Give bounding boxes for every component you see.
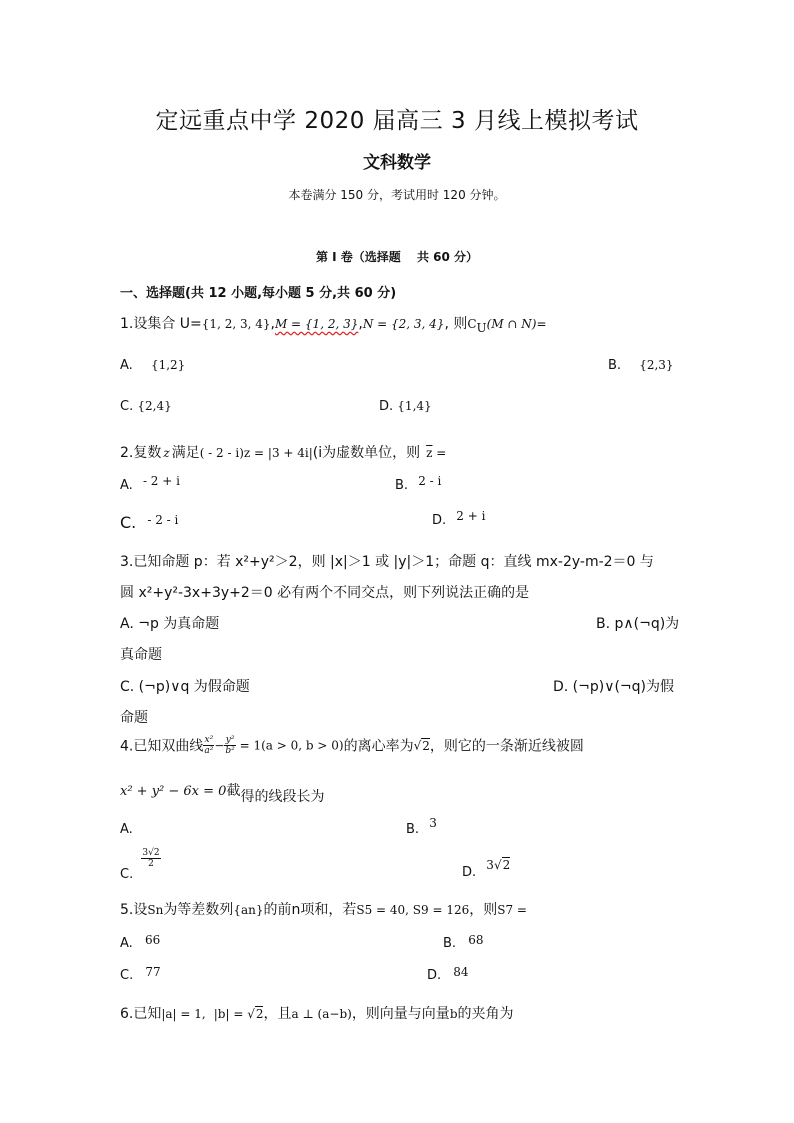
q4-frac-x-num: x² [204, 735, 214, 745]
q5-s7: S7 = [497, 903, 527, 917]
q1-option-b-label: B. [608, 358, 622, 373]
exam-note: 本卷满分 150 分，考试用时 120 分钟。 [288, 188, 506, 202]
q1-option-a-value: {1,2} [150, 358, 186, 372]
q6-b-vector: b [449, 1007, 458, 1021]
q4-tail2-a: 截 [226, 783, 241, 799]
q5-tail: ，则 [469, 902, 498, 918]
q4-tail2-b: 得的线段长为 [240, 789, 325, 805]
q2-option-a-value: - 2 + i [142, 474, 180, 488]
q4-ecc-text: 的离心率为 [343, 738, 414, 755]
question-1 [120, 313, 547, 335]
q3-line-2: 圆 x²+y²-3x+3y+2＝0 必有两个不同交点，则下列说法正确的是 [120, 585, 530, 601]
question-4-line-1: 4.已知双曲线 $\frac{\text{x²}}{\text{a²}}$ − $\frac{\text{y²}}{\text{b²}}$ = 1(a > 0, b > 0)的离心率为√2，则它的一条渐近线被圆 [120, 735, 584, 756]
q4-option-d-value: 3√2 [486, 858, 511, 872]
q1-option-b-value: {2,3} [639, 358, 674, 372]
q4-option-c [120, 848, 161, 882]
q1-option-c-value: {2,4} [137, 399, 172, 413]
q4-option-b [406, 816, 437, 837]
q2-option-b [395, 474, 442, 493]
q2-option-c-label: C. [120, 513, 137, 532]
q2-option-b-value: 2 - i [418, 474, 442, 488]
q6-b-radicand: 2 [255, 1007, 264, 1021]
q6-prefix: 6.已知 [120, 1006, 162, 1022]
q4-condition: = 1(a > 0, b > 0) [235, 738, 344, 753]
q5-an: {an} [233, 903, 264, 917]
q4-minus: − [214, 738, 225, 753]
q1-set-n: N = {2, 3, 4} [362, 317, 445, 331]
q6-b-norm: |b| = [213, 1007, 248, 1021]
q1-option-c-label: C. [120, 399, 134, 414]
q1-option-d-label: D. [379, 399, 394, 414]
q4-option-d [462, 858, 511, 880]
q4-option-c-den: 2 [148, 859, 154, 869]
q4-option-c-num: 3√2 [142, 848, 160, 858]
q5-mid: 为等差数列 [163, 902, 234, 918]
q6-end: 的夹角为 [457, 1006, 514, 1022]
q6-mid: ，且 [263, 1006, 292, 1022]
q3-option-b-wrap: 真命题 [120, 647, 162, 663]
q4-tail: ，则它的一条渐近线被圆 [429, 738, 584, 755]
q1-option-d-value: {1,4} [397, 399, 432, 413]
q5-option-b-label: B. [443, 936, 457, 951]
q5-option-a-value: 66 [144, 933, 161, 947]
q2-option-c-value: - 2 - i [147, 513, 179, 527]
exam-title: 定远重点中学 2020 届高三 3 月线上模拟考试 [155, 108, 639, 134]
q2-option-b-label: B. [395, 478, 409, 493]
q5-option-d [427, 965, 469, 983]
q1-option-c [120, 399, 172, 414]
q4-option-d-coef: 3 [486, 858, 494, 872]
part-heading: 第 I 卷（选择题 共 60 分） [315, 250, 479, 264]
q2-option-a [120, 474, 180, 493]
q5-option-d-value: 84 [453, 965, 469, 979]
q2-option-d-label: D. [432, 513, 447, 528]
q2-z: z [163, 446, 170, 460]
q1-option-a-label: A. [120, 358, 133, 373]
q2-zbar: $\overline{z}$ [426, 446, 433, 460]
q4-frac-y-num: y² [225, 735, 235, 745]
q1-then: , 则 [444, 316, 468, 332]
q6-perp: a ⊥ (a−b) [291, 1007, 352, 1021]
q4-option-c-label: C. [120, 867, 134, 882]
q3-option-b: B. p∧(¬q)为 [596, 616, 680, 632]
q5-option-b-value: 68 [468, 933, 484, 947]
question-5 [120, 899, 527, 919]
q4-option-b-value: 3 [429, 816, 437, 830]
q2-tail: (i为虚数单位，则 [312, 445, 421, 461]
q2-equation: ( - 2 - i)z = |3 + 4i| [199, 446, 313, 460]
q3-option-d: D. (¬p)∨(¬q)为假 [553, 679, 675, 695]
q2-option-c [120, 513, 178, 532]
q2-eqsign: = [432, 446, 447, 460]
q1-complement: C [467, 317, 477, 331]
q5-option-c-value: 77 [145, 965, 161, 979]
q5-option-b [443, 933, 484, 951]
q5-condition: S5 = 40, S9 = 126 [356, 903, 470, 917]
q2-prefix: 2.复数 [120, 445, 162, 461]
q4-sqrt2: 2 [422, 738, 430, 753]
q4-option-d-label: D. [462, 865, 477, 880]
q1-set-u: {1, 2, 3, 4} [201, 317, 271, 331]
q4-frac-x-den: a² [204, 746, 214, 756]
q2-option-d-value: 2 + i [456, 509, 486, 523]
q4-option-d-radicand: 2 [502, 858, 511, 872]
q3-line-1: 3.已知命题 p：若 x²+y²＞2，则 |x|＞1 或 |y|＞1；命题 q：直线 mx-2y-m-2＝0 与 [120, 554, 654, 570]
q5-sn: Sn [147, 903, 164, 917]
q3-option-c: C. (¬p)∨q 为假命题 [120, 679, 250, 695]
q1-sep1: , [270, 316, 275, 332]
q1-option-a [120, 358, 185, 373]
exam-subtitle: 文科数学 [363, 153, 431, 173]
q4-fraction-x [203, 735, 214, 756]
q4-frac-y-den: b² [225, 746, 235, 756]
q1-option-b [608, 358, 674, 373]
q5-option-c [120, 965, 161, 983]
q3-option-a: A. ¬p 为真命题 [120, 616, 220, 632]
question-2 [120, 442, 446, 462]
section-heading: 一、选择题(共 12 小题,每小题 5 分,共 60 分) [120, 286, 397, 301]
q4-option-c-fraction [141, 848, 160, 869]
q5-option-a [120, 933, 161, 951]
question-4-line-2 [120, 780, 325, 805]
q1-paren: (M ∩ N)= [486, 317, 547, 331]
q5-option-c-label: C. [120, 968, 134, 983]
q4-option-a [120, 822, 133, 837]
q1-sep2: , [358, 316, 363, 332]
q5-option-d-label: D. [427, 968, 442, 983]
q1-option-d [379, 399, 432, 414]
q2-option-a-label: A. [120, 478, 133, 493]
q3-option-d-wrap: 命题 [120, 710, 148, 726]
q4-circle: x² + y² − 6x = 0 [120, 784, 227, 799]
q6-a-norm: |a| = 1, [161, 1007, 206, 1021]
q5-mid2: 的前n项和，若 [263, 902, 357, 918]
q4-option-a-label: A. [120, 822, 133, 837]
q1-complement-sub: U [476, 320, 487, 335]
q1-set-m: M = {1, 2, 3} [274, 317, 359, 331]
q4-option-b-label: B. [406, 822, 420, 837]
q1-prefix: 1.设集合 U= [120, 316, 202, 332]
q2-option-d [432, 509, 486, 528]
q4-prefix: 4.已知双曲线 [120, 738, 204, 755]
q4-fraction-y [224, 735, 235, 756]
q2-cond: 满足 [171, 445, 200, 461]
q5-option-a-label: A. [120, 936, 133, 951]
q5-prefix: 5.设 [120, 902, 148, 918]
q6-tail: ，则向量与向量 [351, 1006, 450, 1022]
question-6: 6.已知|a| = 1, |b| = √2，且a ⊥ (a−b)，则向量与向量b的夹角为 [120, 1006, 514, 1022]
